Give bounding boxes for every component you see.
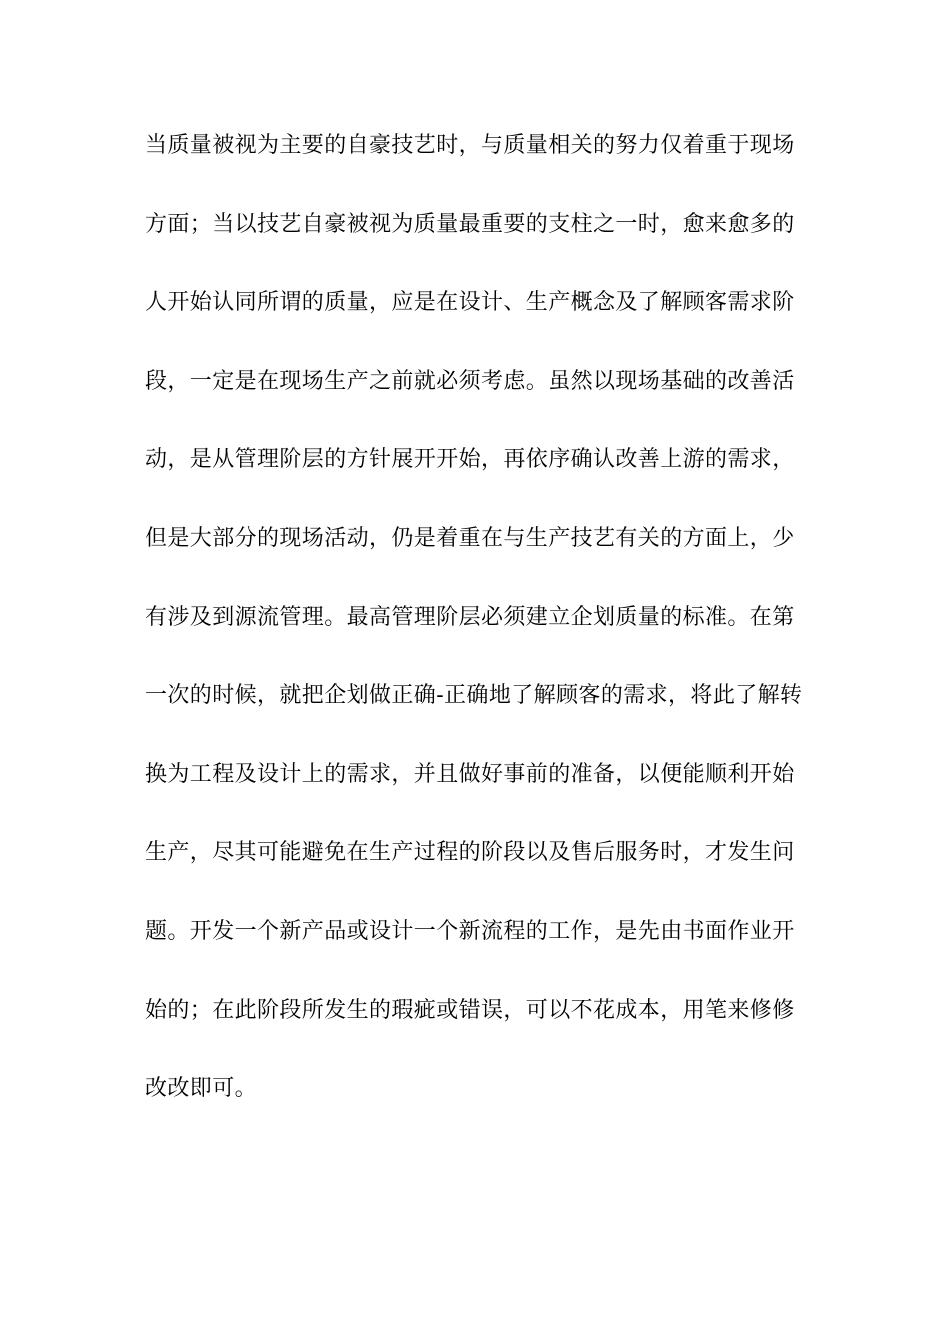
text-line: 人开始认同所谓的质量，应是在设计、生产概念及了解顾客需求阶 bbox=[145, 290, 795, 316]
text-line: 换为工程及设计上的需求，并且做好事前的准备，以便能顺利开始 bbox=[145, 761, 795, 787]
text-line: 题。开发一个新产品或设计一个新流程的工作，是先由书面作业开 bbox=[145, 918, 795, 944]
text-line: 有涉及到源流管理。最高管理阶层必须建立企划质量的标准。在第 bbox=[145, 604, 795, 630]
text-line: 动，是从管理阶层的方针展开开始，再依序确认改善上游的需求， bbox=[145, 447, 795, 473]
text-line: 当质量被视为主要的自豪技艺时，与质量相关的努力仅着重于现场 bbox=[145, 133, 795, 158]
text-line: 始的；在此阶段所发生的瑕疵或错误，可以不花成本，用笔来修修 bbox=[145, 997, 795, 1023]
text-line: 但是大部分的现场活动，仍是着重在与生产技艺有关的方面上，少 bbox=[145, 525, 795, 551]
text-line: 生产，尽其可能避免在生产过程的阶段以及售后服务时，才发生问 bbox=[145, 840, 795, 866]
text-line: 段，一定是在现场生产之前就必须考虑。虽然以现场基础的改善活 bbox=[145, 368, 795, 394]
body-paragraph bbox=[145, 133, 815, 1155]
text-line: 一次的时候，就把企划做正确-正确地了解顾客的需求，将此了解转 bbox=[145, 683, 803, 709]
text-line: 改改即可。 bbox=[145, 1076, 258, 1102]
text-line: 方面；当以技艺自豪被视为质量最重要的支柱之一时，愈来愈多的 bbox=[145, 211, 795, 237]
